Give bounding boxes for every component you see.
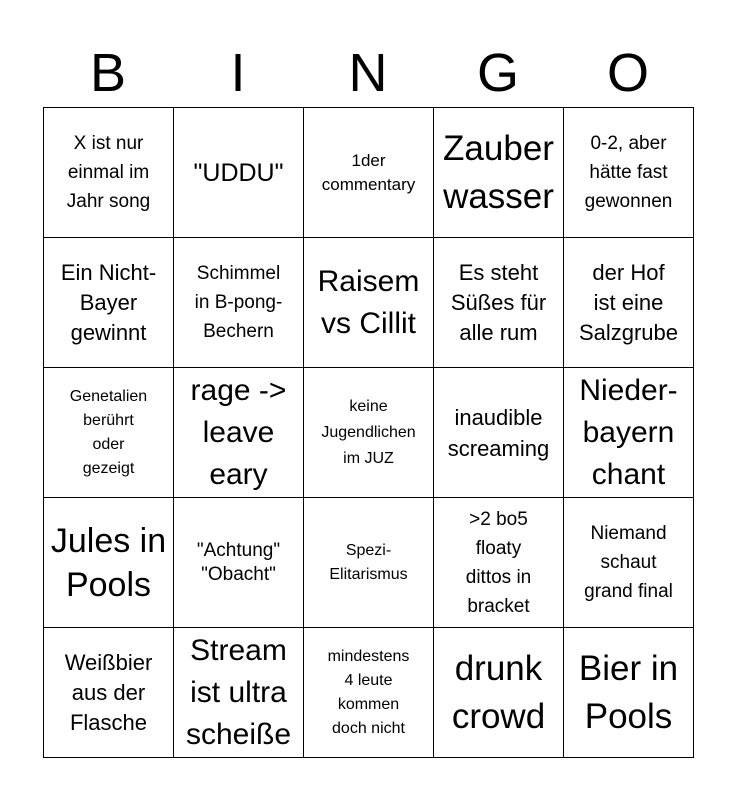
header-letter-b: B: [89, 43, 127, 103]
bingo-cell[interactable]: [564, 108, 694, 238]
bingo-cell[interactable]: [174, 108, 304, 238]
cell-text: X ist nur einmal im Jahr song: [66, 133, 151, 212]
bingo-cell[interactable]: [304, 498, 434, 628]
header-letter-i: I: [230, 43, 246, 103]
bingo-cell[interactable]: [564, 498, 694, 628]
bingo-cell[interactable]: [44, 238, 174, 368]
cell-text: Ein Nicht- Bayer gewinnt: [60, 259, 157, 345]
bingo-header: [43, 40, 693, 106]
bingo-cell[interactable]: [304, 368, 434, 498]
cell-text: Jules in Pools: [50, 521, 167, 604]
cell-text: Schimmel in B-pong- Bechern: [194, 263, 283, 342]
board-row: [44, 498, 694, 628]
cell-text: Zauber wasser: [443, 128, 554, 216]
header-letter-n: N: [348, 43, 388, 103]
bingo-cell[interactable]: [434, 238, 564, 368]
bingo-cell[interactable]: [304, 238, 434, 368]
board-row: [44, 368, 694, 498]
cell-text: drunk crowd: [451, 648, 546, 736]
cell-text: "Achtung" "Obacht": [196, 539, 281, 585]
bingo-cell[interactable]: [564, 368, 694, 498]
bingo-cell[interactable]: [434, 368, 564, 498]
cell-text: keine Jugendlichen im JUZ: [321, 397, 416, 467]
cell-text: 1der commentary: [321, 150, 416, 194]
cell-text: Genetalien berührt oder gezeigt: [69, 387, 148, 477]
bingo-cell[interactable]: [304, 628, 434, 758]
cell-text: inaudible screaming: [447, 404, 550, 461]
cell-text: Weißbier aus der Flasche: [64, 649, 153, 735]
bingo-cell[interactable]: [174, 238, 304, 368]
cell-text: "UDDU": [193, 158, 284, 187]
bingo-cell[interactable]: [44, 628, 174, 758]
cell-text: Es steht Süßes für alle rum: [450, 259, 547, 345]
bingo-cell[interactable]: [564, 238, 694, 368]
board-row: [44, 238, 694, 368]
bingo-cell[interactable]: [434, 628, 564, 758]
board-row: [44, 628, 694, 758]
bingo-cell[interactable]: [304, 108, 434, 238]
cell-text: Raisem vs Cillit: [317, 264, 420, 340]
cell-text: rage -> leave eary: [190, 373, 287, 491]
cell-text: mindestens 4 leute kommen doch nicht: [327, 647, 410, 737]
bingo-cell[interactable]: [174, 498, 304, 628]
cell-text: Bier in Pools: [578, 648, 679, 736]
cell-text: Stream ist ultra scheiße: [185, 633, 292, 751]
bingo-cell[interactable]: [434, 498, 564, 628]
bingo-cell[interactable]: [44, 108, 174, 238]
bingo-cell[interactable]: [564, 628, 694, 758]
board-row: [44, 108, 694, 238]
bingo-cell[interactable]: [174, 368, 304, 498]
cell-text: >2 bo5 floaty dittos in bracket: [465, 508, 532, 617]
bingo-board: [43, 107, 694, 758]
cell-text: Spezi- Elitarismus: [329, 541, 408, 583]
header-letter-g: G: [476, 43, 519, 103]
cell-text: Nieder- bayern chant: [579, 373, 678, 491]
bingo-cell[interactable]: [434, 108, 564, 238]
cell-text: Niemand schaut grand final: [584, 523, 673, 602]
bingo-cell[interactable]: [174, 628, 304, 758]
header-letter-o: O: [606, 43, 649, 103]
bingo-cell[interactable]: [44, 368, 174, 498]
cell-text: der Hof ist eine Salzgrube: [578, 259, 679, 345]
cell-text: 0-2, aber hätte fast gewonnen: [584, 133, 673, 212]
bingo-cell[interactable]: [44, 498, 174, 628]
